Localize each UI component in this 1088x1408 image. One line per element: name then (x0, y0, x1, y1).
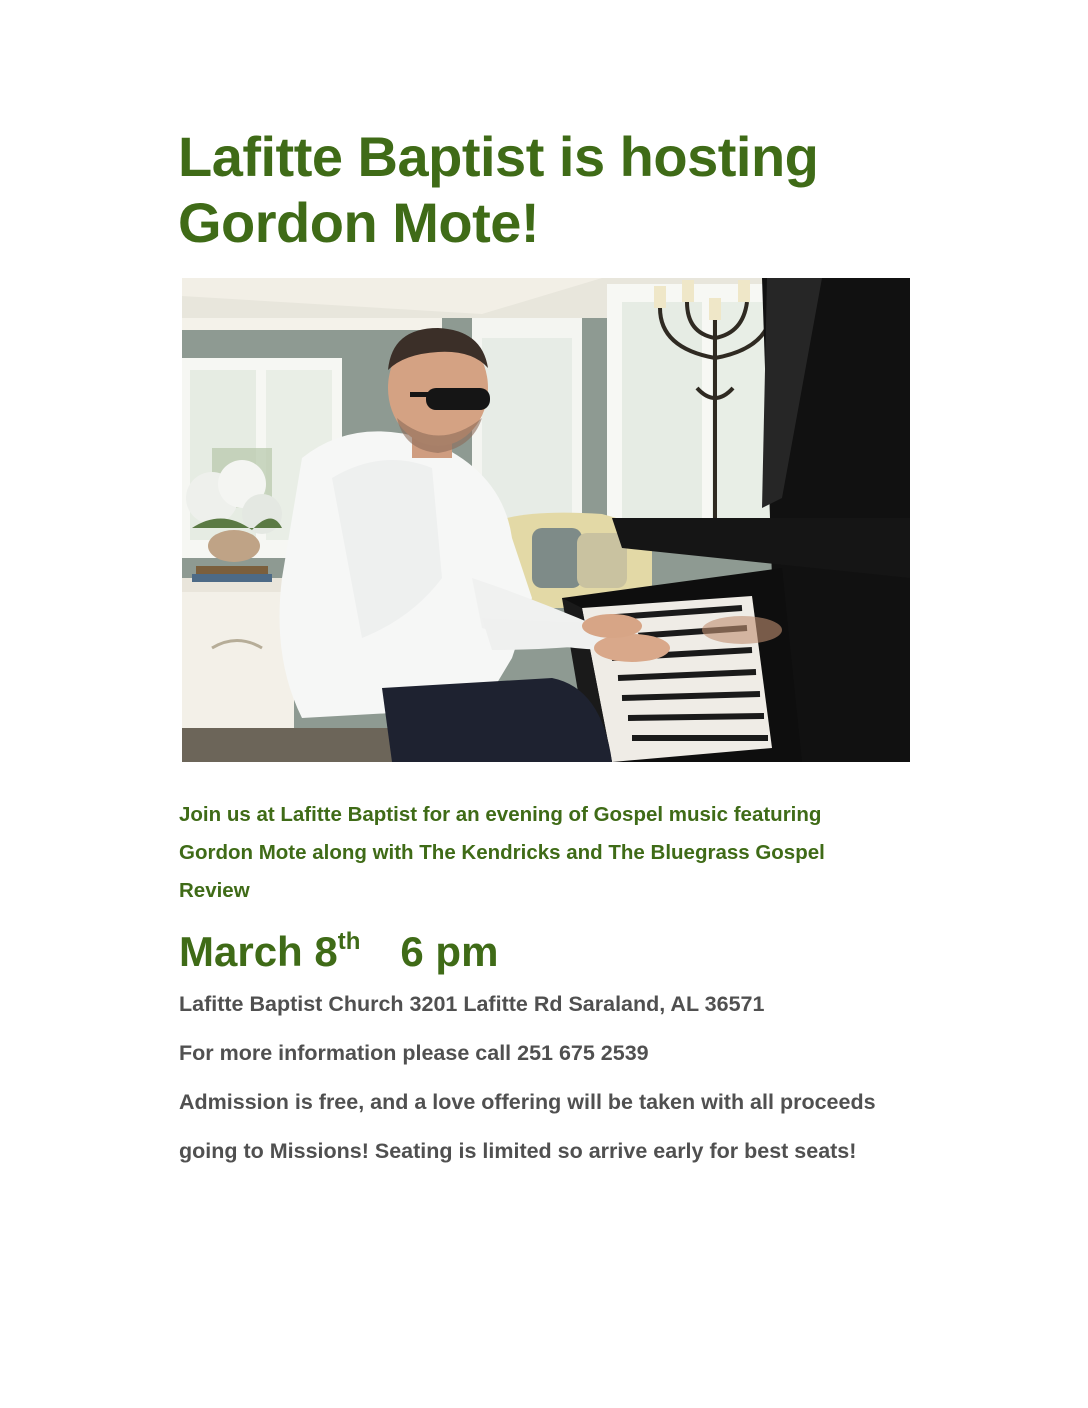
admission-info: Admission is free, and a love offering will be taken with all proceeds going to Missions! Seating is limited so arrive early for best seats! (179, 1090, 876, 1163)
phone-info: For more information please call 251 675 2539 (179, 1041, 649, 1065)
event-time: 6 pm (400, 928, 499, 975)
flyer-title: Lafitte Baptist is hosting Gordon Mote! (178, 125, 819, 254)
date-suffix: th (337, 928, 361, 955)
intro-text: Join us at Lafitte Baptist for an evening of Gospel music featuring Gordon Mote along with The Kendricks and The Bluegrass Gospel Review (179, 803, 825, 902)
event-date: March 8 (179, 928, 338, 975)
event-datetime (179, 914, 498, 982)
pianist-photo (182, 278, 910, 762)
church-address: Lafitte Baptist Church 3201 Lafitte Rd Saraland, AL 36571 (179, 992, 765, 1016)
